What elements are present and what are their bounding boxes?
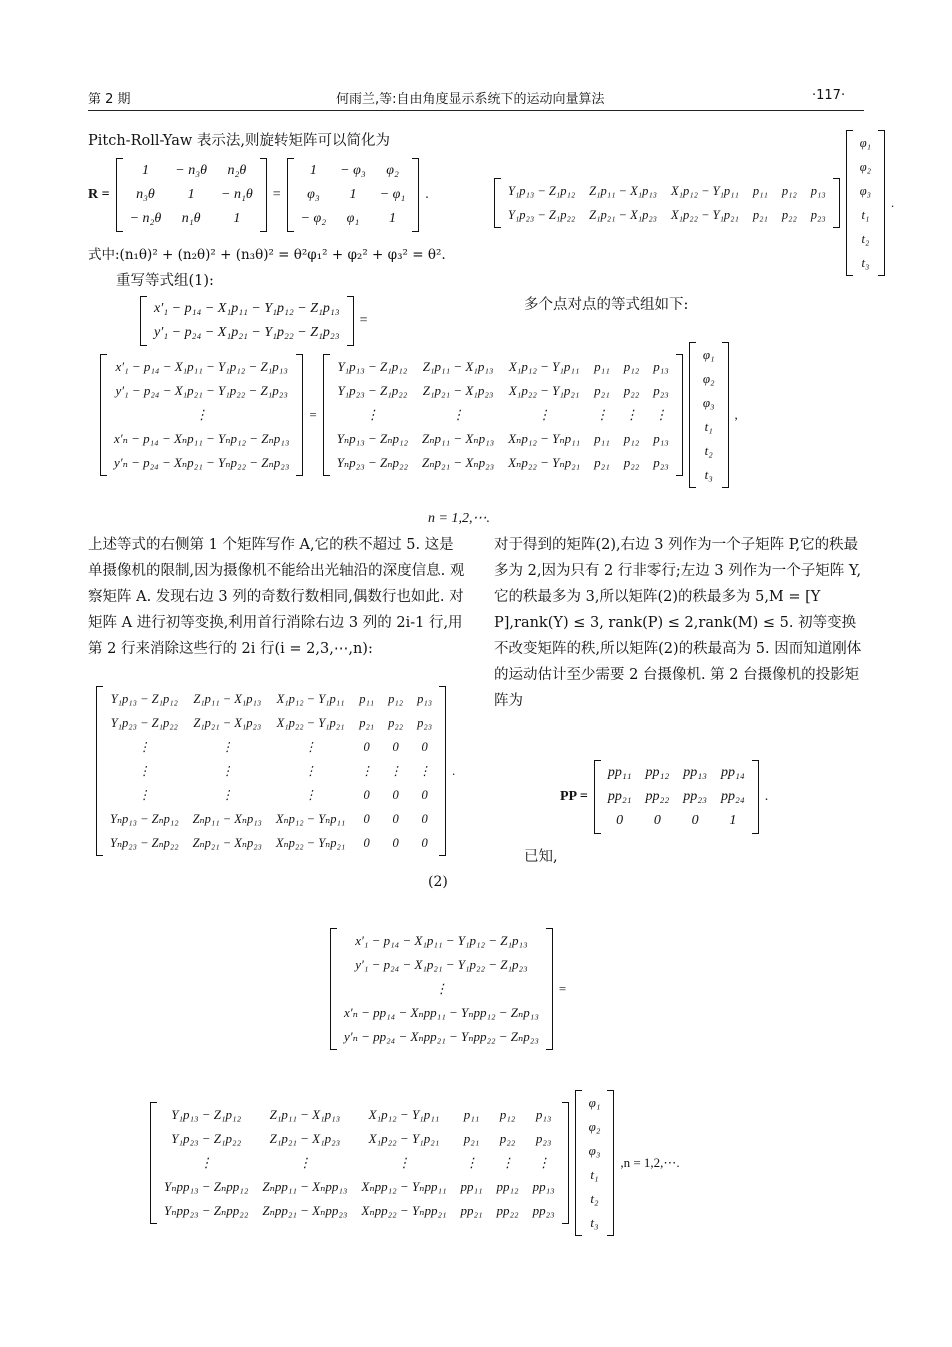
left-paragraph: 上述等式的右侧第 1 个矩阵写作 A,它的秩不超过 5. 这是单摄像机的限制,因为摄像机不能给出光轴沿的深度信息. 观察矩阵 A. 发现右边 3 列的奇数行数相同,偶数行也如此. 对矩阵 A 进行初等变换,利用首行消除右边 3 列的 2i-1 行,用第 2 行来消除这些行的 2i 行(i = 2,3,⋯,n): bbox=[88, 537, 465, 657]
matrix-cell: X₁p₁₂ − Y₁p₁₁ bbox=[508, 359, 580, 374]
matrix-cell: ⋮ bbox=[138, 788, 151, 802]
matrix bbox=[329, 354, 677, 476]
matrix-cell: 1 bbox=[187, 187, 195, 202]
matrix-cell: ⋮ bbox=[624, 407, 638, 422]
matrix-cell: Xₙpp₁₂ − Yₙpp₁₁ bbox=[361, 1179, 447, 1194]
matrix-cell: n₂θ bbox=[227, 163, 247, 178]
vector-entry: t₂ bbox=[590, 1191, 599, 1206]
matrix-cell: Zₙp₂₁ − Xₙp₂₃ bbox=[422, 455, 495, 470]
matrix-cell: p₂₃ bbox=[535, 1131, 552, 1146]
matrix bbox=[156, 1102, 563, 1224]
matrix-cell: 0 bbox=[421, 836, 428, 850]
eq2-label: (2) bbox=[428, 874, 448, 890]
matrix-cell: Yₙpp₁₃ − Zₙpp₁₂ bbox=[164, 1179, 249, 1194]
matrix-cell: p₂₃ bbox=[810, 208, 826, 222]
final-n-range: ,n = 1,2,⋯. bbox=[620, 1155, 680, 1170]
page-number: ·117· bbox=[812, 88, 846, 103]
vector-entry: φ₂ bbox=[702, 371, 715, 386]
matrix-cell: p₁₂ bbox=[623, 359, 640, 374]
matrix-cell: pp₂₂ bbox=[496, 1203, 519, 1218]
matrix-cell: ⋮ bbox=[360, 764, 373, 778]
matrix-cell: pp₁₄ bbox=[721, 765, 745, 780]
matrix-cell: Yₙp₁₃ − Zₙp₁₂ bbox=[110, 812, 179, 826]
rotation-lhs: R = bbox=[88, 187, 110, 202]
header-rule bbox=[88, 110, 864, 111]
matrix-cell: p₂₁ bbox=[359, 716, 375, 730]
matrix-cell: 0 bbox=[392, 836, 399, 850]
matrix-cell: Z₁p₂₁ − X₁p₂₃ bbox=[589, 208, 658, 222]
matrix-cell: 0 bbox=[363, 740, 370, 754]
column-vector bbox=[852, 130, 879, 276]
column-vector bbox=[146, 296, 348, 346]
matrix-cell: p₁₃ bbox=[653, 359, 669, 374]
vector-entry: y′₁ − p₂₄ − X₁p₂₁ − Y₁p₂₂ − Z₁p₂₃ bbox=[115, 383, 288, 398]
matrix-cell: ⋮ bbox=[365, 407, 379, 422]
matrix-cell: 0 bbox=[653, 813, 661, 828]
vector-entry: y′₁ − p₂₄ − X₁p₂₁ − Y₁p₂₂ − Z₁p₂₃ bbox=[355, 957, 528, 972]
matrix-cell: Xₙp₁₂ − Yₙp₁₁ bbox=[508, 431, 581, 446]
matrix-cell: ⋮ bbox=[138, 764, 151, 778]
matrix-cell: ⋮ bbox=[304, 764, 317, 778]
vector-entry: φ₁ bbox=[588, 1095, 601, 1110]
matrix-cell: 0 bbox=[421, 788, 428, 802]
vector-entry: t₁ bbox=[704, 419, 713, 434]
vector-entry: y′ₙ − pp₂₄ − Xₙpp₂₁ − Yₙpp₂₂ − Zₙp₂₃ bbox=[344, 1029, 539, 1044]
matrix-cell: 1 bbox=[141, 163, 149, 178]
pp-lhs: PP = bbox=[560, 789, 588, 804]
matrix-cell: p₁₁ bbox=[752, 184, 768, 198]
matrix-cell: 0 bbox=[392, 788, 399, 802]
matrix-cell: p₁₃ bbox=[535, 1107, 552, 1122]
matrix-cell: p₂₁ bbox=[463, 1131, 480, 1146]
matrix-cell: Y₁p₁₃ − Z₁p₁₂ bbox=[171, 1107, 242, 1122]
matrix-cell: 0 bbox=[392, 812, 399, 826]
rotation-matrix-1 bbox=[116, 158, 267, 232]
matrix-cell: p₂₃ bbox=[653, 383, 669, 398]
matrix-cell: n₁θ bbox=[181, 211, 201, 226]
vector-entry: φ₁ bbox=[859, 136, 872, 150]
matrix-cell: X₁p₂₂ − Y₁p₂₁ bbox=[508, 383, 580, 398]
matrix-cell: ⋮ bbox=[501, 1155, 515, 1170]
matrix-cell: 1 bbox=[389, 211, 397, 226]
known-text: 已知, bbox=[524, 849, 558, 865]
matrix-cell: Y₁p₂₃ − Z₁p₂₂ bbox=[337, 383, 408, 398]
matrix-cell: 1 bbox=[729, 813, 737, 828]
matrix-cell: X₁p₂₂ − Y₁p₂₁ bbox=[368, 1131, 440, 1146]
matrix-cell: n₃θ bbox=[136, 187, 155, 202]
matrix bbox=[122, 158, 261, 232]
column-vector bbox=[581, 1090, 609, 1236]
matrix-cell: p₂₂ bbox=[388, 716, 404, 730]
matrix-cell: X₁p₁₂ − Y₁p₁₁ bbox=[276, 692, 345, 706]
matrix-cell: pp₁₃ bbox=[683, 765, 708, 780]
intro-text: Pitch-Roll-Yaw 表示法,则旋转矩阵可以简化为 bbox=[88, 133, 391, 149]
matrix-cell: p₂₂ bbox=[781, 208, 797, 222]
matrix-cell: p₁₃ bbox=[653, 431, 669, 446]
vector-entry: x′ₙ − pp₁₄ − Xₙpp₁₁ − Yₙpp₁₂ − Zₙp₁₃ bbox=[344, 1005, 539, 1020]
matrix-cell: Xₙp₂₂ − Yₙp₂₁ bbox=[275, 836, 346, 850]
matrix-cell: ⋮ bbox=[138, 740, 151, 754]
vector-entry: y′₁ − p₂₄ − X₁p₂₁ − Y₁p₂₂ − Z₁p₂₃ bbox=[154, 325, 340, 340]
where-text: 式中:(n₁θ)² + (n₂θ)² + (n₃θ)² = θ²φ₁² + φ₂² + φ₃² = θ². bbox=[88, 247, 446, 263]
matrix bbox=[600, 760, 753, 834]
matrix-cell: Z₁p₂₁ − X₁p₂₃ bbox=[269, 1131, 341, 1146]
matrix-cell: Z₁p₁₁ − X₁p₁₃ bbox=[422, 359, 494, 374]
matrix-cell: pp₂₁ bbox=[607, 789, 632, 804]
matrix-cell: Y₁p₁₃ − Z₁p₁₂ bbox=[110, 692, 178, 706]
right-paragraph: 对于得到的矩阵(2),右边 3 列作为一个子矩阵 P,它的秩最多为 2,因为只有 2 行非零行;左边 3 列作为一个子矩阵 Y,它的秩最多为 3,所以矩阵(2)的秩最多为 5,M = [Y P],rank(Y) ≤ 3, rank(P) ≤ 2,rank(M) ≤ 5. 初等变换不改变矩阵的秩,所以矩阵(2)的秩最高为 5. 因而知道刚体的运动估计至少需要 2 台摄像机. 第 2 台摄像机的投影矩阵为 bbox=[494, 537, 862, 709]
matrix bbox=[102, 686, 440, 856]
matrix-cell: pp₂₂ bbox=[645, 789, 670, 804]
vector-entry: x′₁ − p₁₄ − X₁p₁₁ − Y₁p₁₂ − Z₁p₁₃ bbox=[115, 359, 288, 374]
matrix-cell: p₁₃ bbox=[417, 692, 433, 706]
matrix-cell: 0 bbox=[363, 788, 370, 802]
matrix-cell: X₁p₁₂ − Y₁p₁₁ bbox=[671, 184, 739, 198]
matrix-cell: Zₙp₁₁ − Xₙp₁₃ bbox=[422, 431, 495, 446]
matrix-cell: − φ₂ bbox=[300, 211, 327, 226]
vector-entry: x′₁ − p₁₄ − X₁p₁₁ − Y₁p₁₂ − Z₁p₁₃ bbox=[355, 933, 528, 948]
matrix-cell: Yₙp₂₃ − Zₙp₂₂ bbox=[110, 836, 179, 850]
matrix-cell: X₁p₁₂ − Y₁p₁₁ bbox=[368, 1107, 440, 1122]
matrix-cell: p₂₂ bbox=[623, 383, 640, 398]
matrix-cell: pp₁₁ bbox=[607, 765, 632, 780]
matrix-cell: Zₙpp₂₁ − Xₙpp₂₃ bbox=[262, 1203, 348, 1218]
matrix-cell: Xₙp₂₂ − Yₙp₂₁ bbox=[508, 455, 581, 470]
matrix-cell: 0 bbox=[421, 740, 428, 754]
n-range: n = 1,2,⋯. bbox=[428, 511, 490, 526]
matrix-cell: pp₁₁ bbox=[460, 1179, 483, 1194]
matrix-cell: p₁₂ bbox=[781, 184, 797, 198]
matrix-cell: ⋮ bbox=[304, 788, 317, 802]
matrix-cell: pp₂₁ bbox=[460, 1203, 483, 1218]
matrix-cell: 0 bbox=[363, 812, 370, 826]
matrix-cell: φ₁ bbox=[346, 211, 360, 226]
matrix-cell: 1 bbox=[309, 163, 317, 178]
vector-entry: φ₃ bbox=[588, 1143, 601, 1158]
vector-entry: t₃ bbox=[590, 1215, 599, 1230]
vector-entry: t₃ bbox=[861, 256, 870, 270]
matrix-cell: Zₙpp₁₁ − Xₙpp₁₃ bbox=[262, 1179, 348, 1194]
matrix-cell: Yₙp₂₃ − Zₙp₂₂ bbox=[336, 455, 409, 470]
matrix-cell: Y₁p₂₃ − Z₁p₂₂ bbox=[171, 1131, 242, 1146]
matrix-cell: − n₂θ bbox=[129, 211, 162, 226]
matrix-cell: 0 bbox=[392, 740, 399, 754]
matrix-cell: ⋮ bbox=[537, 407, 551, 422]
matrix-cell: 1 bbox=[349, 187, 357, 202]
matrix-cell: Z₁p₂₁ − X₁p₂₃ bbox=[422, 383, 494, 398]
matrix-cell: 0 bbox=[363, 836, 370, 850]
matrix-cell: p₁₁ bbox=[594, 359, 610, 374]
matrix-cell: 0 bbox=[616, 813, 624, 828]
rewrite-text: 重写等式组(1): bbox=[116, 273, 214, 289]
rotation-matrix-2 bbox=[287, 158, 420, 232]
matrix-cell: Z₁p₁₁ − X₁p₁₃ bbox=[269, 1107, 341, 1122]
matrix-cell: pp₁₂ bbox=[496, 1179, 519, 1194]
running-title: 何雨兰,等:自由角度显示系统下的运动向量算法 bbox=[336, 92, 605, 107]
matrix-cell: p₂₂ bbox=[623, 455, 640, 470]
matrix-cell: pp₁₂ bbox=[645, 765, 670, 780]
matrix-cell: p₂₃ bbox=[653, 455, 669, 470]
matrix-cell: ⋮ bbox=[199, 1155, 213, 1170]
vector-entry: φ₂ bbox=[588, 1119, 601, 1134]
matrix-cell: 1 bbox=[233, 211, 241, 226]
matrix-cell: 0 bbox=[691, 813, 699, 828]
vector-entry: φ₂ bbox=[859, 160, 872, 174]
multi-text: 多个点对点的等式组如下: bbox=[524, 297, 689, 313]
column-vector bbox=[336, 928, 547, 1050]
matrix-cell: Yₙp₁₃ − Zₙp₁₂ bbox=[336, 431, 409, 446]
matrix-cell: − φ₃ bbox=[340, 163, 366, 178]
matrix-cell: p₂₁ bbox=[594, 455, 610, 470]
vector-entry: x′ₙ − p₁₄ − Xₙp₁₁ − Yₙp₁₂ − Zₙp₁₃ bbox=[114, 431, 290, 446]
matrix-cell: p₁₁ bbox=[463, 1107, 480, 1122]
vector-entry: t₂ bbox=[861, 232, 870, 246]
matrix-cell: φ₂ bbox=[386, 163, 399, 178]
matrix-cell: p₁₂ bbox=[388, 692, 404, 706]
matrix-cell: ⋮ bbox=[298, 1155, 312, 1170]
matrix-cell: ⋮ bbox=[451, 407, 465, 422]
matrix-cell: p₂₃ bbox=[417, 716, 433, 730]
matrix-cell: p₁₁ bbox=[359, 692, 375, 706]
vector-entry: t₂ bbox=[704, 443, 713, 458]
matrix-cell: p₂₁ bbox=[594, 383, 610, 398]
matrix-cell: Z₁p₁₁ − X₁p₁₃ bbox=[589, 184, 658, 198]
matrix-cell: Z₁p₁₁ − X₁p₁₃ bbox=[193, 692, 262, 706]
matrix-cell: ⋮ bbox=[595, 407, 609, 422]
column-vector bbox=[695, 342, 723, 488]
matrix-cell: ⋮ bbox=[397, 1155, 411, 1170]
matrix-cell: p₁₃ bbox=[810, 184, 826, 198]
matrix-cell: Xₙp₁₂ − Yₙp₁₁ bbox=[275, 812, 346, 826]
matrix bbox=[293, 158, 414, 232]
vector-entry: φ₁ bbox=[702, 347, 715, 362]
matrix-cell: p₂₁ bbox=[752, 208, 768, 222]
issue-number: 第 2 期 bbox=[88, 92, 131, 107]
matrix-cell: p₁₁ bbox=[594, 431, 610, 446]
vector-entry: t₃ bbox=[704, 467, 713, 482]
matrix-cell: X₁p₂₂ − Y₁p₂₁ bbox=[671, 208, 739, 222]
vector-entry: φ₃ bbox=[702, 395, 715, 410]
matrix-cell: X₁p₂₂ − Y₁p₂₁ bbox=[276, 716, 345, 730]
matrix-cell: ⋮ bbox=[654, 407, 668, 422]
matrix bbox=[500, 178, 834, 228]
matrix-cell: Zₙp₁₁ − Xₙp₁₃ bbox=[192, 812, 262, 826]
matrix-cell: Xₙpp₂₂ − Yₙpp₂₁ bbox=[361, 1203, 447, 1218]
matrix-cell: ⋮ bbox=[304, 740, 317, 754]
matrix-cell: − n₁θ bbox=[221, 187, 253, 202]
vector-entry: t₁ bbox=[590, 1167, 599, 1182]
matrix-cell: Y₁p₂₃ − Z₁p₂₂ bbox=[110, 716, 178, 730]
matrix-cell: ⋮ bbox=[221, 788, 234, 802]
matrix-cell: p₁₂ bbox=[499, 1107, 516, 1122]
column-vector bbox=[106, 354, 297, 476]
vector-entry: φ₃ bbox=[859, 184, 872, 198]
matrix-cell: pp₂₃ bbox=[683, 789, 708, 804]
matrix-cell: Y₁p₁₃ − Z₁p₁₂ bbox=[337, 359, 408, 374]
vector-entry: t₁ bbox=[861, 208, 870, 222]
matrix-cell: pp₁₃ bbox=[532, 1179, 555, 1194]
vector-entry: y′ₙ − p₂₄ − Xₙp₂₁ − Yₙp₂₂ − Zₙp₂₃ bbox=[114, 455, 290, 470]
matrix-cell: φ₃ bbox=[307, 187, 320, 202]
matrix-cell: Y₁p₂₃ − Z₁p₂₂ bbox=[508, 208, 576, 222]
vector-entry: ⋮ bbox=[195, 407, 209, 422]
matrix-cell: ⋮ bbox=[221, 740, 234, 754]
matrix-cell: Y₁p₁₃ − Z₁p₁₂ bbox=[508, 184, 576, 198]
matrix-cell: ⋮ bbox=[418, 764, 431, 778]
matrix-cell: ⋮ bbox=[537, 1155, 551, 1170]
matrix-cell: − φ₁ bbox=[379, 187, 406, 202]
vector-entry: ⋮ bbox=[434, 981, 448, 996]
matrix-cell: Yₙpp₂₃ − Zₙpp₂₂ bbox=[164, 1203, 249, 1218]
matrix-cell: 0 bbox=[421, 812, 428, 826]
matrix-cell: p₂₂ bbox=[499, 1131, 516, 1146]
matrix-cell: Zₙp₂₁ − Xₙp₂₃ bbox=[192, 836, 262, 850]
vector-entry: x′₁ − p₁₄ − X₁p₁₁ − Y₁p₁₂ − Z₁p₁₃ bbox=[154, 301, 340, 316]
matrix-cell: pp₂₃ bbox=[532, 1203, 555, 1218]
matrix-cell: ⋮ bbox=[465, 1155, 478, 1170]
matrix-cell: p₁₂ bbox=[623, 431, 640, 446]
matrix-cell: − n₃θ bbox=[175, 163, 207, 178]
matrix-cell: Z₁p₂₁ − X₁p₂₃ bbox=[193, 716, 262, 730]
matrix-cell: ⋮ bbox=[389, 764, 402, 778]
matrix-cell: pp₂₄ bbox=[721, 789, 745, 804]
matrix-cell: ⋮ bbox=[221, 764, 234, 778]
